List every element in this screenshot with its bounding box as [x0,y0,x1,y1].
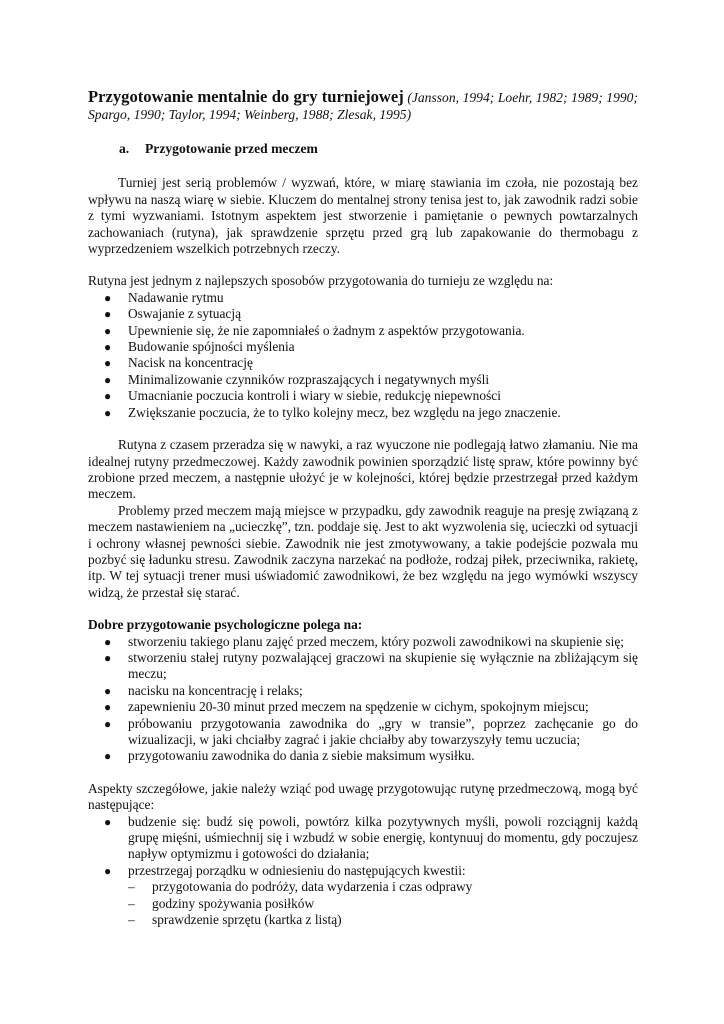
bullet-icon: ● [104,307,112,322]
paragraph-intro: Turniej jest serią problemów / wyzwań, które, w miarę stawiania im czoła, nie pozostają bez wpływu na naszą wiarę w siebie. Kluczem do mentalnej strony tenisa jest to, jak zawodnik radzi sobie z tymi wyzwaniami. Istotnym aspektem jest stworzenie i pamiętanie o pewnych powtarzalnych zachowaniach (rutyna), jak sprawdzenie sprzętu przed grą lub zapakowanie do thermobagu z wyprzedzeniem wszelkich potrzebnych rzeczy. [88,175,638,257]
list-item: ● stworzeniu stałej rutyny pozwalającej graczowi na skupienie się wyłącznie na zbliżającym się meczu; [104,649,638,682]
bullet-icon: ● [104,323,112,338]
bullet-icon: ● [104,356,112,371]
citation: (Jansson, 1994; Loehr, 1982; 1989; 1990; Spargo, 1990; Taylor, 1994; Weinberg, 1988; Zlesak, 1995) [88,90,638,122]
list-item: ● Nacisk na koncentrację [104,355,253,371]
bullet-icon: ● [104,405,112,420]
bullet-icon: ● [104,290,112,305]
list-item: ● nacisku na koncentrację i relaks; [104,682,303,698]
bullet-icon: ● [104,863,112,878]
section-number: a. [119,141,130,156]
paragraph-aspects: Aspekty szczegółowe, jakie należy wziąć pod uwagę przygotowując rutynę przedmeczową, mogą być następujące: [88,780,638,813]
document-page [88,88,638,928]
sublist-item: – godziny spożywania posiłków [128,895,315,911]
bullet-icon: ● [104,340,112,355]
subheading-good-preparation: Dobre przygotowanie psychologiczne polega na: [88,617,363,633]
list-item: ● Minimalizowanie czynników rozpraszających i negatywnych myśli [104,371,490,387]
bullet-icon: ● [104,716,112,731]
dash-icon: – [128,879,135,895]
list-item: ● Upewnienie się, że nie zapomniałeś o żadnym z aspektów przygotowania. [104,322,525,338]
bullet-icon: ● [104,814,112,829]
paragraph-routine: Rutyna jest jednym z najlepszych sposobów przygotowania do turnieju ze względu na: [88,273,554,289]
list-item: ● budzenie się: budź się powoli, powtórz kilka pozytywnych myśli, powoli rozciągnij każdą grupę mięśni, uśmiechnij się i wzbudź w sobie energię, kontynuuj do momentu, gdy poczujesz napływ optymizmu i gotowości do działania; [104,813,638,862]
routine-benefits-list [88,290,638,421]
document-title: Przygotowanie mentalnie do gry turniejowej [88,87,404,106]
aspects-list [88,814,638,880]
bullet-icon: ● [104,749,112,764]
order-sublist [88,879,638,928]
list-item: ● zapewnieniu 20-30 minut przed meczem na spędzenie w cichym, spokojnym miejscu; [104,699,589,715]
list-item: ● Oswajanie z sytuacją [104,306,242,322]
list-item: ● stworzeniu takiego planu zajęć przed meczem, który pozwoli zawodnikowi na skupienie się; [104,633,625,649]
list-item: ● próbowaniu przygotowania zawodnika do „gry w transie”, poprzez zachęcanie go do wizualizacji, w jaki chciałby zagrać i jakie chciałby aby towarzyszyły temu uczucia; [104,715,638,747]
good-preparation-list [88,634,638,765]
bullet-icon: ● [104,389,112,404]
list-item: ● Umacnianie poczucia kontroli i wiary w siebie, redukcję niepewności [104,388,501,404]
list-item: ● Nadawanie rytmu [104,289,224,305]
bullet-icon: ● [104,683,112,698]
sublist-item: – sprawdzenie sprzętu (kartka z listą) [128,912,342,928]
paragraph-habits: Rutyna z czasem przeradza się w nawyki, a raz wyuczone nie podlegają łatwo złamaniu. Nie ma idealnej rutyny przedmeczowej. Każdy zawodnik powinien sporządzić listę spraw, które powinny być zrobione przed meczem, a następnie ułożyć je w kolejności, której będzie przestrzegał przed każdym meczem. [88,437,638,502]
bullet-icon: ● [104,700,112,715]
dash-icon: – [128,912,135,928]
bullet-icon: ● [104,372,112,387]
dash-icon: – [128,895,135,911]
paragraph-problems: Problemy przed meczem mają miejsce w przypadku, gdy zawodnik reaguje na presję związaną z meczem nastawieniem na „ucieczkę”, tzn. poddaje się. Jest to akt wyzwolenia się, ucieczki od sytuacji i ochrony własnej pewności siebie. Zawodnik nie jest zmotywowany, a takie podejście pozwala mu pozbyć się ładunku stresu. Zawodnik zaczyna narzekać na podłoże, rodzaj piłek, przeciwnika, rakietę, itp. W tej sytuacji trener musi uświadomić zawodnikowi, że bez względu na jego wymówki wszyscy widzą, że przestał się starać. [88,502,638,600]
list-item: ● Budowanie spójności myślenia [104,339,295,355]
document-heading [88,88,638,123]
bullet-icon: ● [104,650,112,665]
section-title: Przygotowanie przed meczem [145,141,318,156]
bullet-icon: ● [104,634,112,649]
section-heading [88,141,638,157]
list-item: ● przestrzegaj porządku w odniesieniu do następujących kwestii: [104,862,466,878]
list-item: ● przygotowaniu zawodnika do dania z siebie maksimum wysiłku. [104,748,475,764]
sublist-item: – przygotowania do podróży, data wydarzenia i czas odprawy [128,879,473,895]
list-item: ● Zwiększanie poczucia, że to tylko kolejny mecz, bez względu na jego znaczenie. [104,404,561,420]
